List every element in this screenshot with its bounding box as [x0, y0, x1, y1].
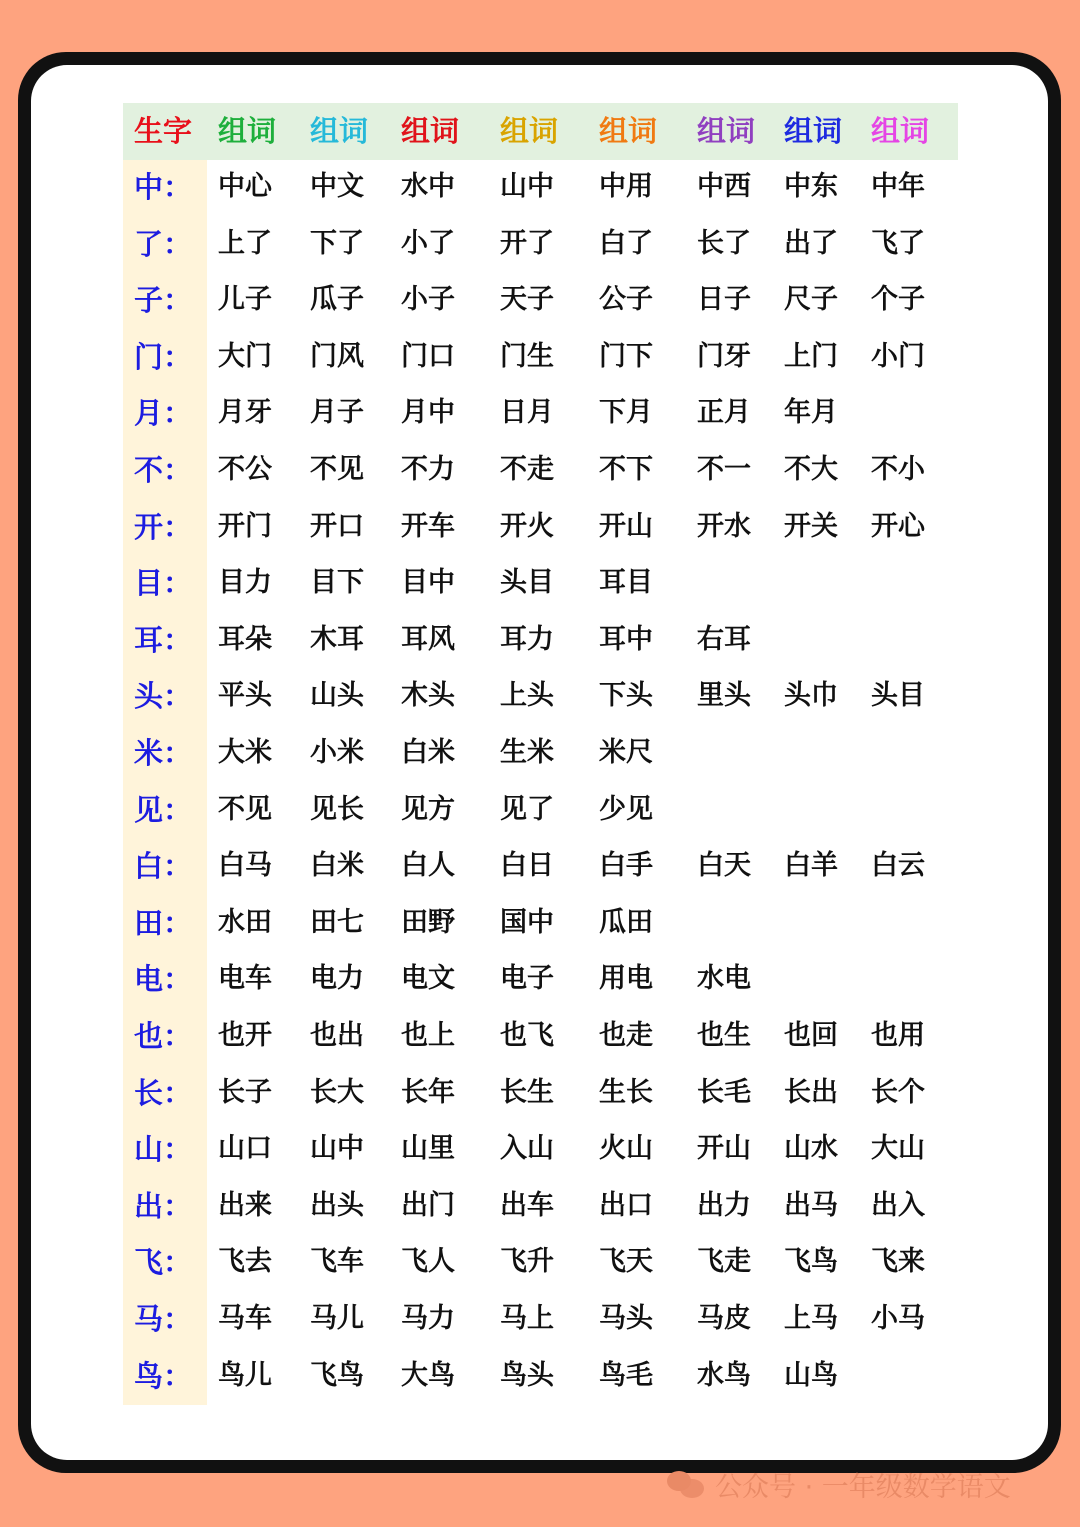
word-cell: 中心: [218, 171, 272, 202]
word-cell: 电力: [310, 963, 364, 994]
word-cell: 下月: [599, 397, 653, 428]
word-cell: 也飞: [500, 1020, 554, 1051]
word-cell: 也上: [401, 1020, 455, 1051]
word-cell: 不见: [310, 454, 364, 485]
word-cell: 也生: [697, 1020, 751, 1051]
word-cell: 田野: [401, 907, 455, 938]
word-cell: 飞走: [697, 1246, 751, 1277]
word-cell: 小米: [310, 737, 364, 768]
word-cell: 也回: [784, 1020, 838, 1051]
word-cell: 鸟毛: [599, 1360, 653, 1391]
word-cell: 个子: [871, 284, 925, 315]
word-cell: 里头: [697, 680, 751, 711]
row-char: 电：: [134, 962, 193, 996]
word-cell: 儿子: [218, 284, 272, 315]
word-cell: 门牙: [697, 341, 751, 372]
word-cell: 日月: [500, 397, 554, 428]
word-cell: 电文: [401, 963, 455, 994]
header-zuci-4: 组词: [500, 114, 559, 148]
word-cell: 中用: [599, 171, 653, 202]
word-cell: 月中: [401, 397, 455, 428]
word-cell: 开火: [500, 511, 554, 542]
row-char: 月：: [134, 396, 193, 430]
word-cell: 大米: [218, 737, 272, 768]
word-cell: 飞车: [310, 1246, 364, 1277]
word-cell: 白米: [310, 850, 364, 881]
watermark: [667, 1467, 1011, 1501]
word-cell: 木耳: [310, 624, 364, 655]
row-char: 米：: [134, 736, 193, 770]
word-cell: 长子: [218, 1077, 272, 1108]
word-cell: 水中: [401, 171, 455, 202]
word-cell: 也开: [218, 1020, 272, 1051]
word-cell: 也走: [599, 1020, 653, 1051]
word-cell: 门风: [310, 341, 364, 372]
word-cell: 入山: [500, 1133, 554, 1164]
word-cell: 出车: [500, 1190, 554, 1221]
header-zuci-3: 组词: [401, 114, 460, 148]
header-zuci-7: 组词: [784, 114, 843, 148]
word-cell: 平头: [218, 680, 272, 711]
word-cell: 出了: [784, 228, 838, 259]
word-cell: 目下: [310, 567, 364, 598]
word-cell: 正月: [697, 397, 751, 428]
row-char: 子：: [134, 283, 193, 317]
word-cell: 飞了: [871, 228, 925, 259]
word-cell: 马上: [500, 1303, 554, 1334]
word-cell: 出口: [599, 1190, 653, 1221]
word-cell: 不见: [218, 794, 272, 825]
word-cell: 上头: [500, 680, 554, 711]
word-cell: 瓜田: [599, 907, 653, 938]
word-cell: 白羊: [784, 850, 838, 881]
word-cell: 马车: [218, 1303, 272, 1334]
word-cell: 白手: [599, 850, 653, 881]
word-cell: 下了: [310, 228, 364, 259]
word-cell: 开车: [401, 511, 455, 542]
word-cell: 公子: [599, 284, 653, 315]
word-cell: 门口: [401, 341, 455, 372]
word-cell: 见了: [500, 794, 554, 825]
word-cell: 日子: [697, 284, 751, 315]
word-cell: 右耳: [697, 624, 751, 655]
header-zuci-5: 组词: [599, 114, 658, 148]
header-zuci-8: 组词: [871, 114, 930, 148]
word-cell: 小子: [401, 284, 455, 315]
word-cell: 火山: [599, 1133, 653, 1164]
header-zuci-2: 组词: [310, 114, 369, 148]
row-char: 开：: [134, 510, 193, 544]
header-zuci-1: 组词: [218, 114, 277, 148]
word-cell: 不公: [218, 454, 272, 485]
word-cell: 马头: [599, 1303, 653, 1334]
word-cell: 飞鸟: [784, 1246, 838, 1277]
word-cell: 中年: [871, 171, 925, 202]
word-cell: 上马: [784, 1303, 838, 1334]
word-cell: 水田: [218, 907, 272, 938]
word-cell: 耳力: [500, 624, 554, 655]
word-cell: 目力: [218, 567, 272, 598]
word-cell: 出门: [401, 1190, 455, 1221]
word-cell: 鸟儿: [218, 1360, 272, 1391]
word-cell: 目中: [401, 567, 455, 598]
word-cell: 飞来: [871, 1246, 925, 1277]
word-cell: 出马: [784, 1190, 838, 1221]
word-cell: 水鸟: [697, 1360, 751, 1391]
word-cell: 瓜子: [310, 284, 364, 315]
word-cell: 山水: [784, 1133, 838, 1164]
row-char: 山：: [134, 1132, 193, 1166]
word-cell: 飞去: [218, 1246, 272, 1277]
word-cell: 开口: [310, 511, 364, 542]
word-cell: 长大: [310, 1077, 364, 1108]
word-cell: 耳目: [599, 567, 653, 598]
word-cell: 田七: [310, 907, 364, 938]
word-cell: 马儿: [310, 1303, 364, 1334]
word-cell: 大门: [218, 341, 272, 372]
word-cell: 出头: [310, 1190, 364, 1221]
word-cell: 门生: [500, 341, 554, 372]
row-char: 长：: [134, 1076, 193, 1110]
row-char: 了：: [134, 227, 193, 261]
word-cell: 不下: [599, 454, 653, 485]
row-char: 鸟：: [134, 1359, 193, 1393]
word-cell: 也用: [871, 1020, 925, 1051]
word-cell: 天子: [500, 284, 554, 315]
word-cell: 尺子: [784, 284, 838, 315]
word-cell: 出入: [871, 1190, 925, 1221]
row-char: 出：: [134, 1189, 193, 1223]
word-cell: 年月: [784, 397, 838, 428]
header-zuci-6: 组词: [697, 114, 756, 148]
header-shengzi: 生字: [134, 114, 193, 148]
word-cell: 小了: [401, 228, 455, 259]
word-cell: 出来: [218, 1190, 272, 1221]
word-cell: 山鸟: [784, 1360, 838, 1391]
word-cell: 开水: [697, 511, 751, 542]
word-cell: 长个: [871, 1077, 925, 1108]
word-cell: 小门: [871, 341, 925, 372]
word-cell: 开山: [697, 1133, 751, 1164]
word-cell: 山口: [218, 1133, 272, 1164]
word-cell: 下头: [599, 680, 653, 711]
word-cell: 耳风: [401, 624, 455, 655]
word-cell: 白日: [500, 850, 554, 881]
row-char: 头：: [134, 679, 193, 713]
word-cell: 木头: [401, 680, 455, 711]
word-cell: 也出: [310, 1020, 364, 1051]
row-char: 不：: [134, 453, 193, 487]
word-cell: 开关: [784, 511, 838, 542]
word-cell: 耳朵: [218, 624, 272, 655]
row-char: 白：: [134, 849, 193, 883]
word-cell: 飞升: [500, 1246, 554, 1277]
word-cell: 山里: [401, 1133, 455, 1164]
word-cell: 白人: [401, 850, 455, 881]
word-cell: 白云: [871, 850, 925, 881]
word-cell: 长毛: [697, 1077, 751, 1108]
word-cell: 白米: [401, 737, 455, 768]
row-char: 中：: [134, 170, 193, 204]
watermark-text: 公众号 · 一年级数学语文: [715, 1471, 1011, 1503]
word-cell: 飞鸟: [310, 1360, 364, 1391]
word-cell: 小马: [871, 1303, 925, 1334]
word-cell: 山中: [310, 1133, 364, 1164]
word-cell: 中文: [310, 171, 364, 202]
word-cell: 山头: [310, 680, 364, 711]
word-cell: 耳中: [599, 624, 653, 655]
word-cell: 白了: [599, 228, 653, 259]
row-char: 门：: [134, 340, 193, 374]
word-cell: 生米: [500, 737, 554, 768]
word-cell: 不一: [697, 454, 751, 485]
word-cell: 上了: [218, 228, 272, 259]
word-cell: 山中: [500, 171, 554, 202]
word-cell: 米尺: [599, 737, 653, 768]
word-cell: 白天: [697, 850, 751, 881]
word-cell: 见方: [401, 794, 455, 825]
wechat-icon: [667, 1469, 705, 1499]
word-cell: 开山: [599, 511, 653, 542]
word-cell: 电车: [218, 963, 272, 994]
word-cell: 水电: [697, 963, 751, 994]
word-cell: 鸟头: [500, 1360, 554, 1391]
word-cell: 不大: [784, 454, 838, 485]
word-cell: 马力: [401, 1303, 455, 1334]
word-cell: 开门: [218, 511, 272, 542]
word-cell: 长了: [697, 228, 751, 259]
word-cell: 上门: [784, 341, 838, 372]
word-cell: 中西: [697, 171, 751, 202]
row-char: 马：: [134, 1302, 193, 1336]
word-cell: 头目: [871, 680, 925, 711]
word-cell: 见长: [310, 794, 364, 825]
word-cell: 生长: [599, 1077, 653, 1108]
word-cell: 头巾: [784, 680, 838, 711]
row-char: 田：: [134, 906, 193, 940]
row-char: 飞：: [134, 1245, 193, 1279]
row-char: 目：: [134, 566, 193, 600]
word-cell: 用电: [599, 963, 653, 994]
word-cell: 月子: [310, 397, 364, 428]
word-cell: 飞天: [599, 1246, 653, 1277]
word-cell: 不力: [401, 454, 455, 485]
word-cell: 电子: [500, 963, 554, 994]
word-cell: 马皮: [697, 1303, 751, 1334]
word-cell: 月牙: [218, 397, 272, 428]
word-cell: 门下: [599, 341, 653, 372]
word-cell: 少见: [599, 794, 653, 825]
row-char: 见：: [134, 793, 193, 827]
word-cell: 开心: [871, 511, 925, 542]
word-cell: 不小: [871, 454, 925, 485]
word-cell: 长生: [500, 1077, 554, 1108]
word-cell: 国中: [500, 907, 554, 938]
word-cell: 长年: [401, 1077, 455, 1108]
word-cell: 长出: [784, 1077, 838, 1108]
word-cell: 开了: [500, 228, 554, 259]
word-cell: 不走: [500, 454, 554, 485]
word-cell: 飞人: [401, 1246, 455, 1277]
row-char: 耳：: [134, 623, 193, 657]
word-cell: 白马: [218, 850, 272, 881]
word-cell: 头目: [500, 567, 554, 598]
word-cell: 出力: [697, 1190, 751, 1221]
word-cell: 中东: [784, 171, 838, 202]
row-char: 也：: [134, 1019, 193, 1053]
word-cell: 大鸟: [401, 1360, 455, 1391]
word-cell: 大山: [871, 1133, 925, 1164]
